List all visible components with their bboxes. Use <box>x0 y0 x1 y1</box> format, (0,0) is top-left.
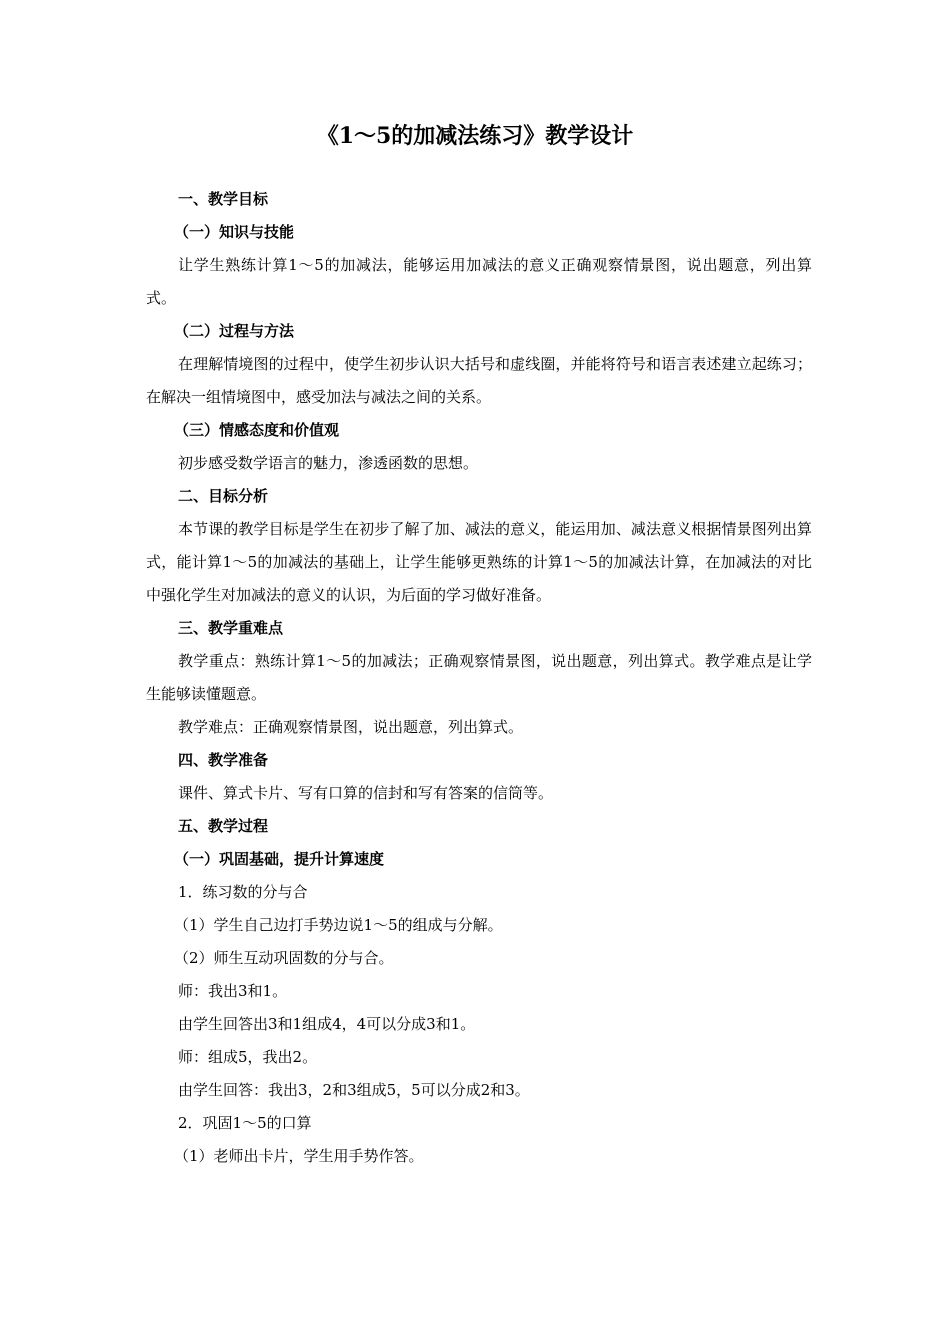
paragraph: 课件、算式卡片、写有口算的信封和写有答案的信筒等。 <box>178 784 554 802</box>
subheading-consolidate-basics: （一）巩固基础，提升计算速度 <box>174 850 385 868</box>
list-item: 师：组成5，我出2。 <box>178 1048 318 1066</box>
paragraph: 在理解情境图的过程中，使学生初步认识大括号和虚线圈，并能将符号和语言表述建立起练习；在解决一组情境图中，感受加法与减法之间的关系。 <box>146 355 812 406</box>
list-item: 由学生回答出3和1组成4，4可以分成3和1。 <box>178 1015 476 1033</box>
list-item: （2）师生互动巩固数的分与合。 <box>174 949 394 967</box>
list-item: 师：我出3和1。 <box>178 982 288 1000</box>
heading-key-points: 三、教学重难点 <box>178 619 284 637</box>
paragraph: 教学重点：熟练计算1～5的加减法；正确观察情景图，说出题意，列出算式。教学难点是让学生能够读懂题意。 <box>146 652 812 703</box>
document-body <box>146 183 812 1173</box>
subheading-knowledge-skills: （一）知识与技能 <box>174 223 295 241</box>
subheading-process-method: （二）过程与方法 <box>174 322 295 340</box>
subheading-attitude-values: （三）情感态度和价值观 <box>174 421 340 439</box>
list-item: （1）学生自己边打手势边说1～5的组成与分解。 <box>174 916 503 934</box>
document-title: 《1～5的加减法练习》教学设计 <box>316 123 634 149</box>
paragraph: 让学生熟练计算1～5的加减法，能够运用加减法的意义正确观察情景图，说出题意，列出算式。 <box>146 256 812 307</box>
list-item: 2．巩固1～5的口算 <box>178 1114 312 1132</box>
heading-goal-analysis: 二、目标分析 <box>178 487 269 505</box>
list-item: （1）老师出卡片，学生用手势作答。 <box>174 1147 424 1165</box>
heading-preparation: 四、教学准备 <box>178 751 269 769</box>
paragraph: 初步感受数学语言的魅力，渗透函数的思想。 <box>178 454 479 472</box>
paragraph: 本节课的教学目标是学生在初步了解了加、减法的意义，能运用加、减法意义根据情景图列出算式，能计算1～5的加减法的基础上，让学生能够更熟练的计算1～5的加减法计算，在加减法的对比中强化学生对加减法的意义的认识，为后面的学习做好准备。 <box>146 520 812 604</box>
paragraph: 教学难点：正确观察情景图，说出题意，列出算式。 <box>178 718 524 736</box>
heading-teaching-goals: 一、教学目标 <box>178 190 269 208</box>
list-item: 1．练习数的分与合 <box>178 883 308 901</box>
list-item: 由学生回答：我出3，2和3组成5，5可以分成2和3。 <box>178 1081 530 1099</box>
heading-teaching-process: 五、教学过程 <box>178 817 269 835</box>
